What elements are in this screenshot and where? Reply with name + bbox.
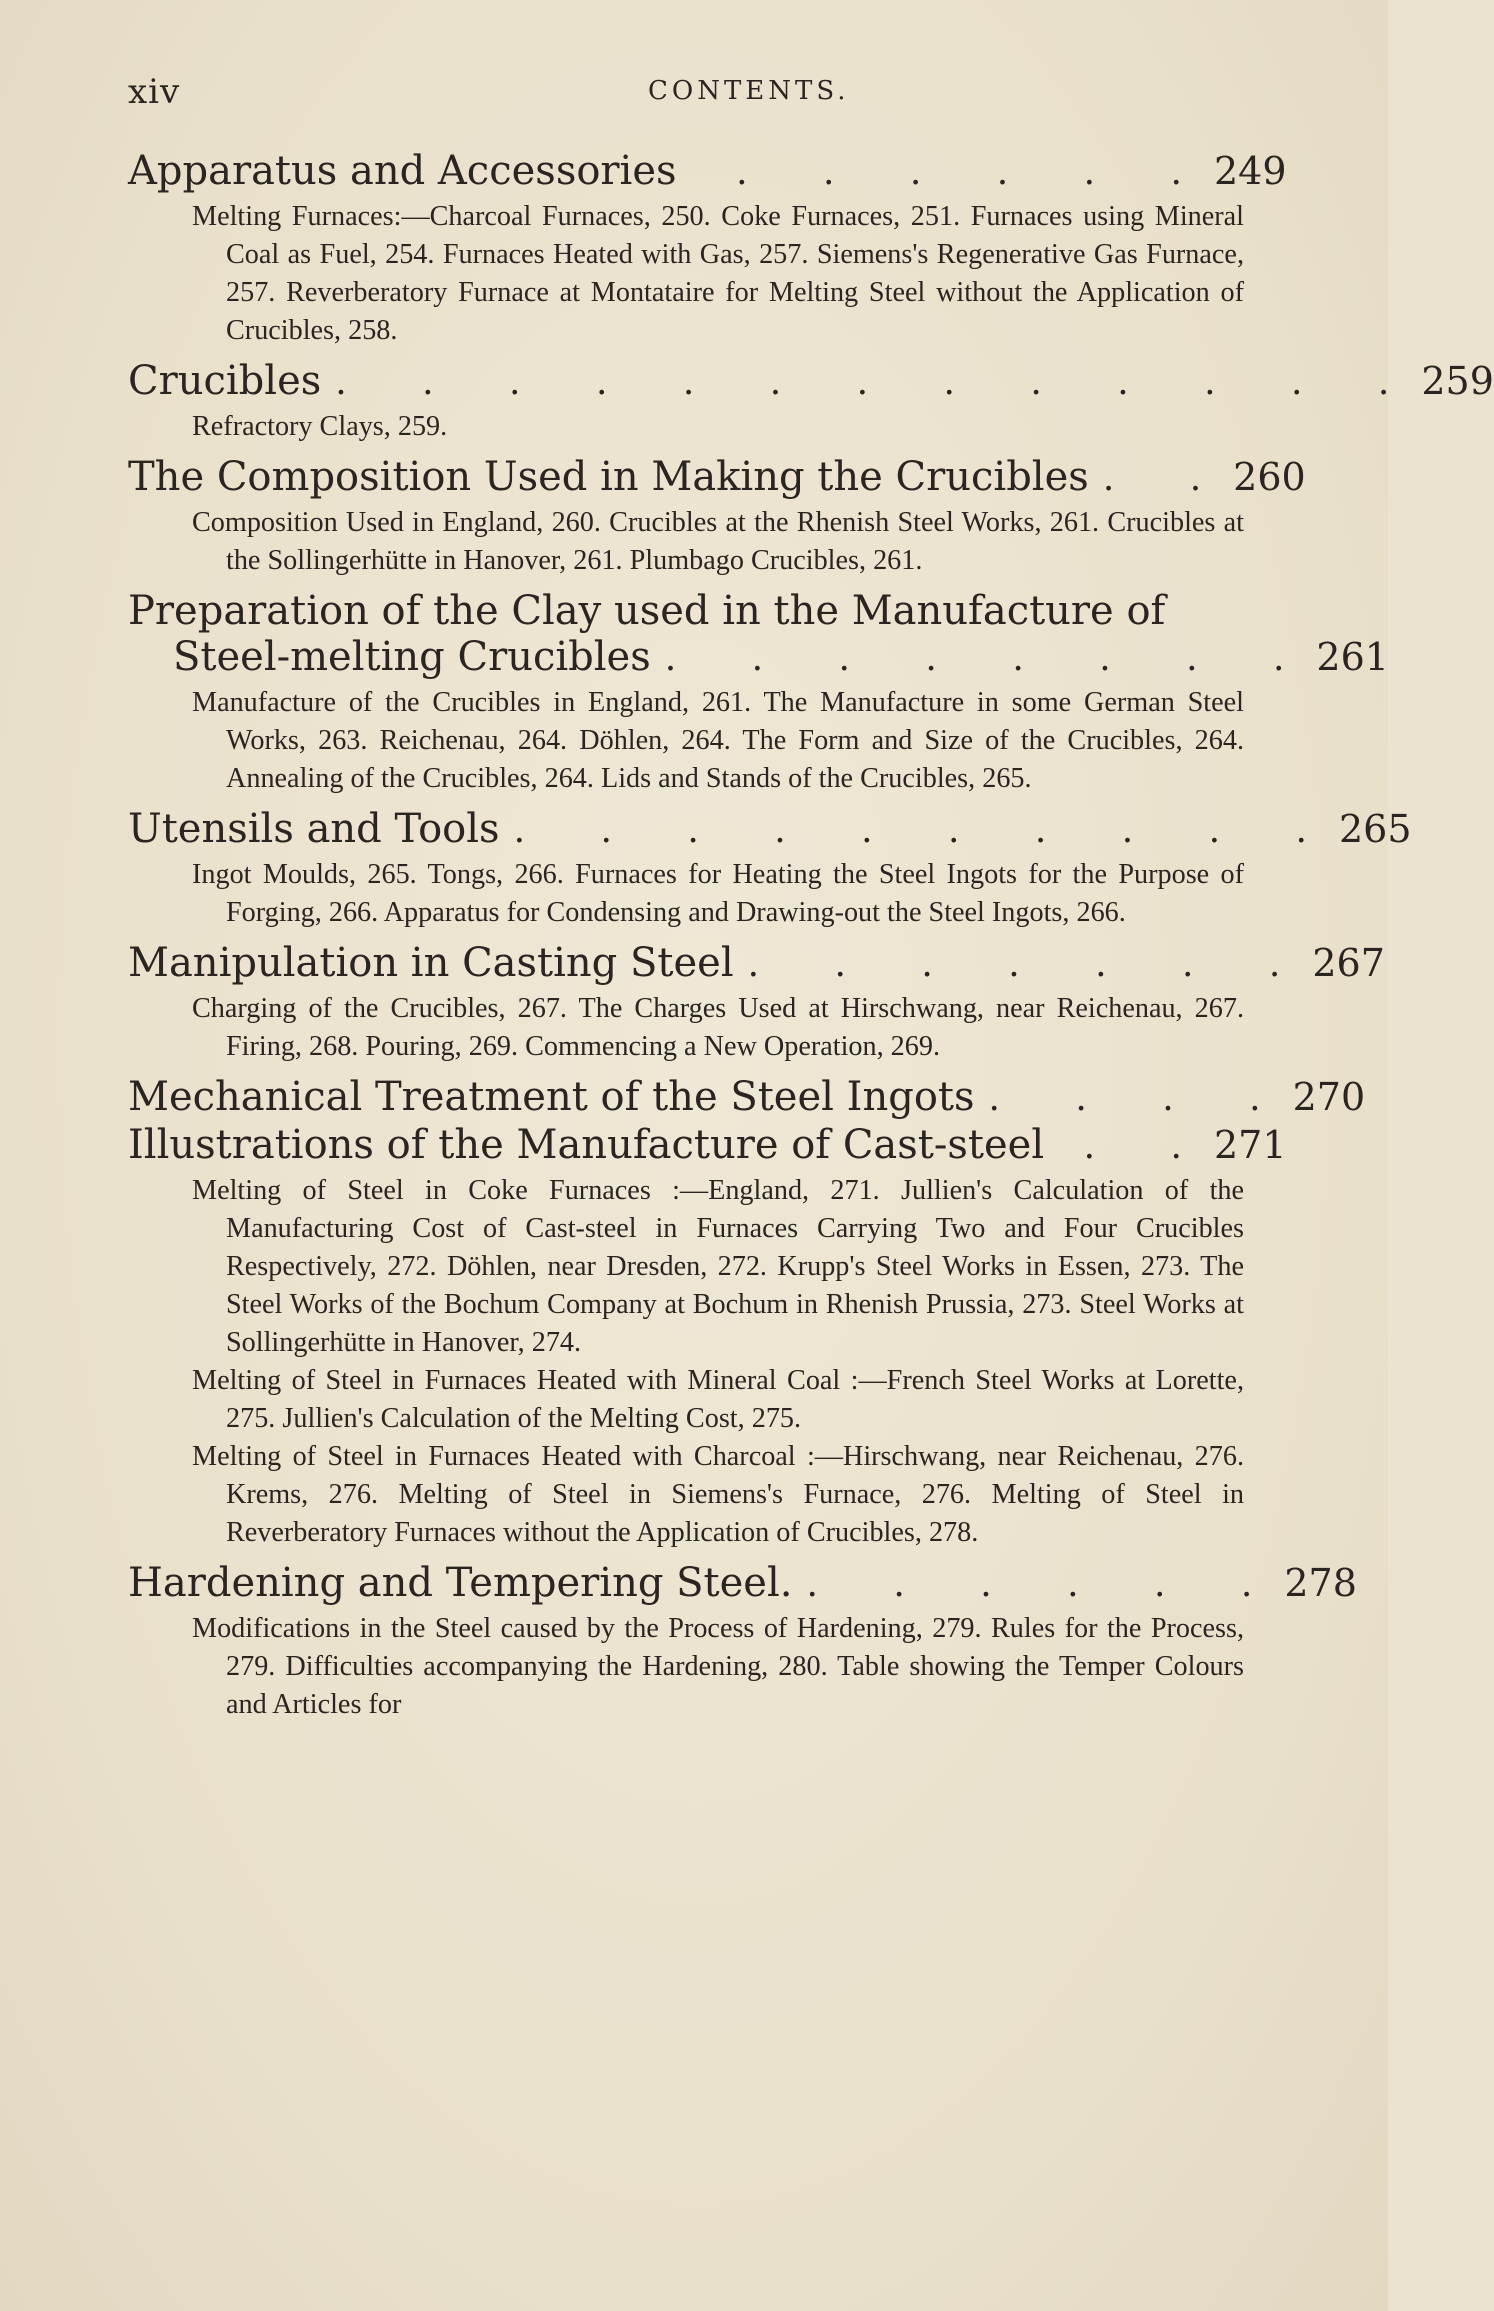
- dot-leader: . . . . . . . .: [664, 638, 1317, 679]
- dot-leader: . . . . . . .: [747, 944, 1313, 985]
- running-title: CONTENTS.: [648, 76, 850, 106]
- toc-subentry-text: Modifications in the Steel caused by the Process of Hardening, 279. Rules for the Process, 279. Difficulties accompanying the Hardening, 280. Table showing the Temper Colours and Articles for: [192, 1613, 1244, 1720]
- toc-subentry-text: Charging of the Crucibles, 267. The Charges Used at Hirschwang, near Reichenau, 267. Firing, 268. Pouring, 269. Commencing a New Operation, 269.: [192, 993, 1244, 1062]
- toc-heading-title: Crucibles: [128, 358, 322, 404]
- toc-page-number: 267: [1312, 941, 1385, 985]
- toc-page-number: 259: [1421, 359, 1494, 403]
- toc-heading: [128, 454, 1306, 502]
- toc-heading: [128, 1074, 1366, 1122]
- toc-page-number: 271: [1214, 1123, 1287, 1167]
- page-folio: xiv: [128, 72, 181, 112]
- dot-leader: . .: [1083, 1126, 1214, 1167]
- toc-subentry-text: Composition Used in England, 260. Crucibles at the Rhenish Steel Works, 261. Crucibles at the Sollingerhütte in Hanover, 261. Plumbago Crucibles, 261.: [192, 507, 1244, 576]
- toc-entry-mechanical: [128, 1074, 1366, 1122]
- toc-heading-title: Manipulation in Casting Steel: [128, 940, 734, 986]
- toc-subentry-text: Melting of Steel in Furnaces Heated with Charcoal :—Hirschwang, near Reichenau, 276. Krems, 276. Melting of Steel in Siemens's Furnace, 276. Melting of Steel in Reverberatory Furnaces without the Application of Crucibles, 278.: [192, 1441, 1244, 1548]
- toc-entry-illustrations: [128, 1122, 1287, 1552]
- toc-page-number: 249: [1214, 149, 1287, 193]
- toc-heading-title: Apparatus and Accessories: [128, 148, 677, 194]
- toc-entry-manipulation: [128, 940, 1385, 1066]
- toc-entry-hardening: [128, 1560, 1357, 1724]
- toc-subentry-text: Manufacture of the Crucibles in England, 261. The Manufacture in some German Steel Works, 263. Reichenau, 264. Döhlen, 264. The Form and Size of the Crucibles, 264. Annealing of the Crucibles, 264. Lids and Stands of the Crucibles, 265.: [192, 687, 1244, 794]
- toc-subentry-text: Melting of Steel in Coke Furnaces :—England, 271. Jullien's Calculation of the Manufacturing Cost of Cast-steel in Furnaces Carrying Two and Four Crucibles Respectively, 272. Döhlen, near Dresden, 272. Krupp's Steel Works in Essen, 273. The Steel Works of the Bochum Company at Bochum in Rhenish Prussia, 273. Steel Works at Sollingerhütte in Hanover, 274.: [192, 1175, 1244, 1358]
- toc-heading-title: Steel-melting Crucibles: [173, 634, 651, 680]
- toc-heading-title: Hardening and Tempering Steel.: [128, 1560, 793, 1606]
- dot-leader: . . . . . .: [736, 152, 1214, 193]
- toc-entry-crucibles: [128, 358, 1494, 446]
- dot-leader: . .: [1102, 458, 1234, 499]
- toc-subentry-text: Melting of Steel in Furnaces Heated with Mineral Coal :—French Steel Works at Lorette, 275. Jullien's Calculation of the Melting Cost, 275.: [192, 1365, 1244, 1434]
- dot-leader: . . . . . .: [806, 1564, 1285, 1605]
- toc-entry-apparatus: [128, 148, 1287, 350]
- toc-heading: [128, 358, 1494, 406]
- toc-heading: [128, 634, 1389, 682]
- dot-leader: . . . . . . . . . .: [513, 810, 1339, 851]
- toc-heading: [128, 806, 1412, 854]
- toc-page-number: 260: [1233, 455, 1306, 499]
- toc-subentry-text: Refractory Clays, 259.: [192, 411, 448, 442]
- toc-entry-composition: [128, 454, 1306, 580]
- dot-leader: . . . . . . . . . . . . .: [335, 362, 1422, 403]
- toc-heading: [128, 148, 1287, 196]
- toc-heading: [128, 1560, 1357, 1608]
- toc-subentry-text: Ingot Moulds, 265. Tongs, 266. Furnaces for Heating the Steel Ingots for the Purpose of Forging, 266. Apparatus for Condensing and Drawing-out the Steel Ingots, 266.: [192, 859, 1244, 928]
- toc-heading-title: Illustrations of the Manufacture of Cast-steel: [128, 1122, 1045, 1168]
- toc-subentry-text: Melting Furnaces:—Charcoal Furnaces, 250. Coke Furnaces, 251. Furnaces using Mineral Coal as Fuel, 254. Furnaces Heated with Gas, 257. Siemens's Regenerative Gas Furnace, 257. Reverberatory Furnace at Montataire for Melting Steel without the Application of Crucibles, 258.: [192, 201, 1244, 346]
- toc-page-number: 261: [1316, 635, 1389, 679]
- toc-entry-preparation: [128, 588, 1389, 798]
- toc-heading-title: Utensils and Tools: [128, 806, 500, 852]
- toc-entry-utensils: [128, 806, 1412, 932]
- toc-heading: [128, 940, 1385, 988]
- toc-heading-first-line: Preparation of the Clay used in the Manufacture of: [128, 588, 1166, 634]
- toc-heading-title: The Composition Used in Making the Crucibles: [128, 454, 1089, 500]
- toc-heading-title: Mechanical Treatment of the Steel Ingots: [128, 1074, 975, 1120]
- toc-page-number: 278: [1284, 1561, 1357, 1605]
- running-head: [128, 72, 1258, 122]
- toc-page-number: 265: [1339, 807, 1412, 851]
- table-of-contents: [128, 148, 1494, 1724]
- toc-heading: [128, 1122, 1287, 1170]
- toc-page-number: 270: [1292, 1075, 1366, 1119]
- dot-leader: . . . .: [988, 1078, 1293, 1119]
